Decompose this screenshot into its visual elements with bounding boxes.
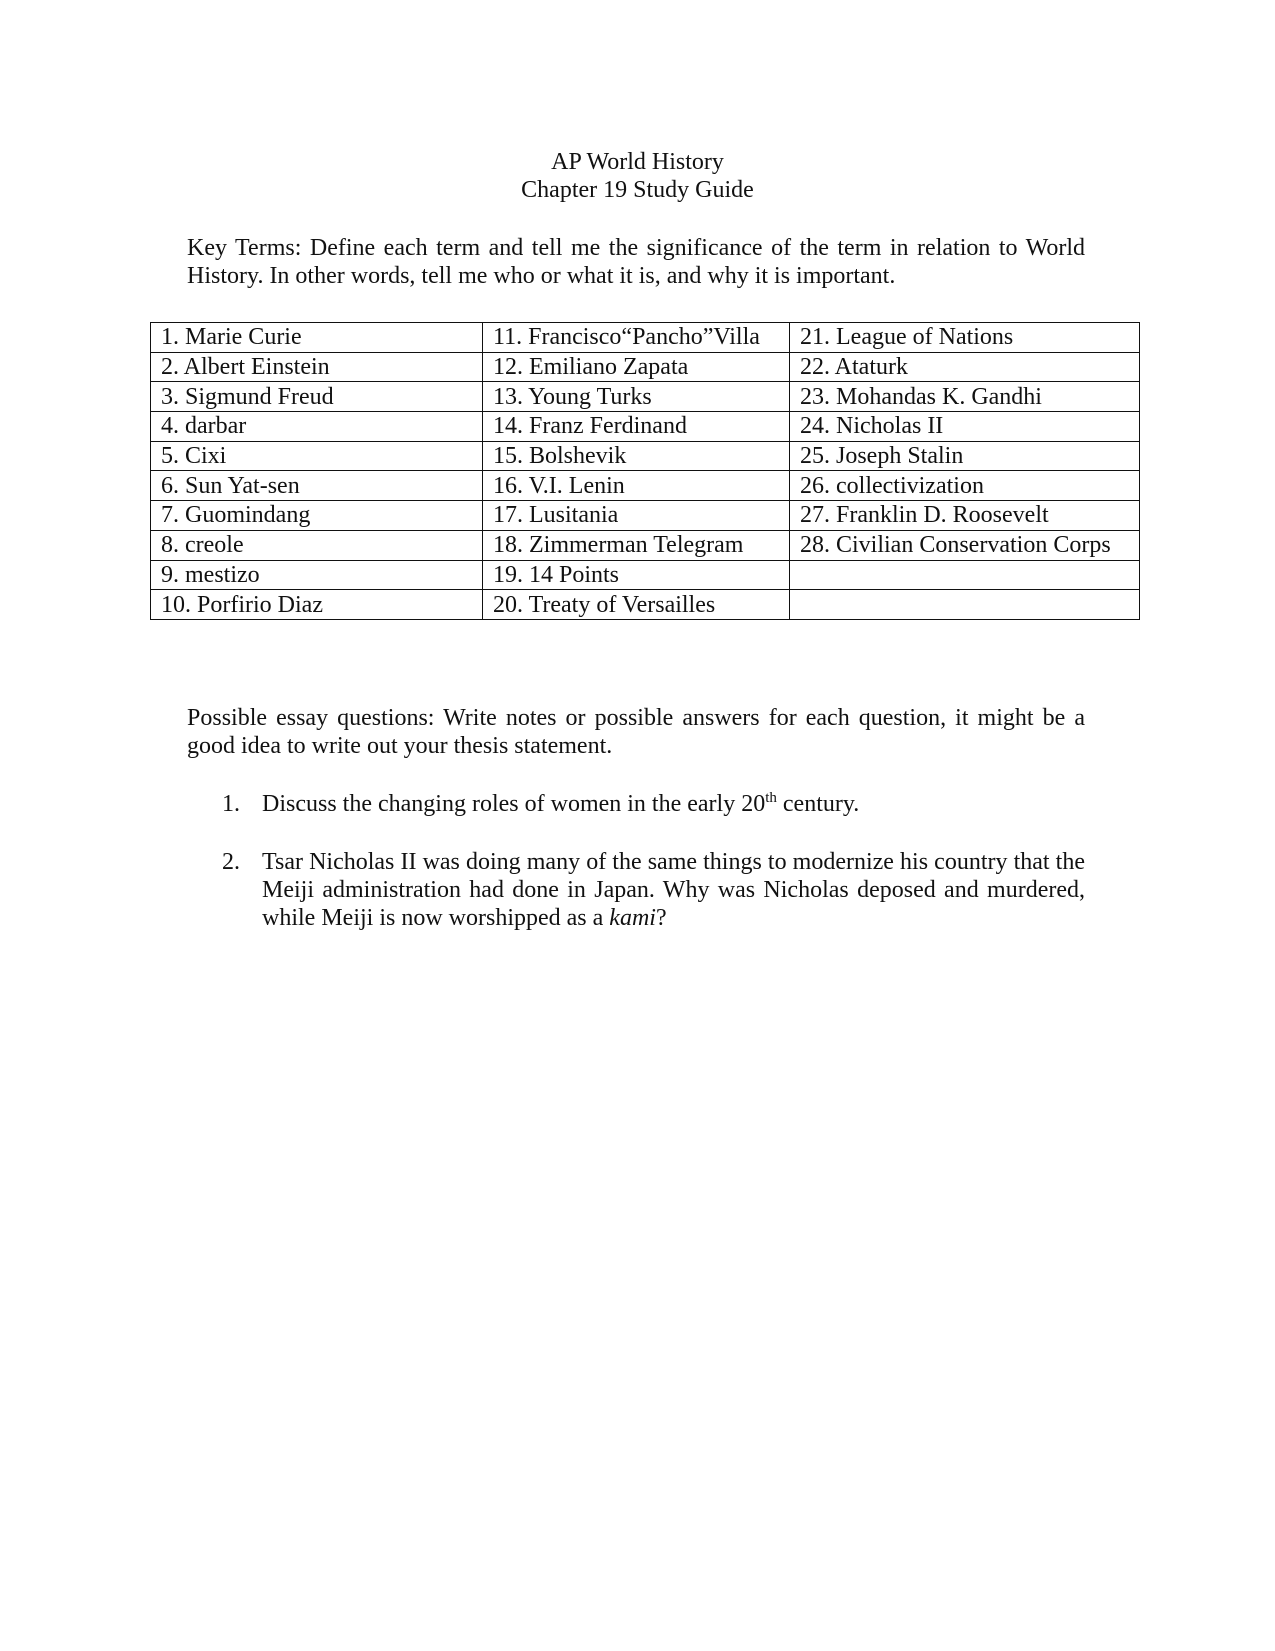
table-row [151, 441, 1140, 471]
term-cell: 15. Bolshevik [483, 441, 790, 471]
term-cell-empty [790, 560, 1140, 590]
title-block [0, 148, 1275, 204]
term-cell: 1. Marie Curie [151, 323, 483, 353]
table-row [151, 471, 1140, 501]
term-cell-empty [790, 590, 1140, 620]
term-cell: 22. Ataturk [790, 352, 1140, 382]
term-cell: 6. Sun Yat-sen [151, 471, 483, 501]
table-row [151, 560, 1140, 590]
table-row [151, 352, 1140, 382]
question-text [262, 790, 1085, 818]
question-number: 1. [222, 791, 240, 817]
table-row [151, 501, 1140, 531]
term-cell: 25. Joseph Stalin [790, 441, 1140, 471]
question-text [262, 848, 1085, 932]
term-cell: 2. Albert Einstein [151, 352, 483, 382]
essay-instructions: Possible essay questions: Write notes or possible answers for each question, it might be a good idea to write out your thesis statement. [187, 705, 1085, 759]
term-cell: 27. Franklin D. Roosevelt [790, 501, 1140, 531]
question-text-part: ? [655, 905, 667, 931]
term-cell: 21. League of Nations [790, 323, 1140, 353]
question-text-part: Discuss the changing roles of women in the early 20 [262, 791, 766, 817]
term-cell: 4. darbar [151, 412, 483, 442]
table-row [151, 530, 1140, 560]
term-cell: 8. creole [151, 530, 483, 560]
key-terms-instructions: Key Terms: Define each term and tell me the significance of the term in relation to World History. In other words, tell me who or what it is, and why it is important. [187, 235, 1085, 289]
term-cell: 18. Zimmerman Telegram [483, 530, 790, 560]
question-text-part: century. [776, 791, 860, 817]
term-cell: 11. Francisco“Pancho”Villa [483, 323, 790, 353]
table-row [151, 323, 1140, 353]
term-cell: 24. Nicholas II [790, 412, 1140, 442]
term-cell: 13. Young Turks [483, 382, 790, 412]
table-row [151, 412, 1140, 442]
table-row [151, 590, 1140, 620]
term-cell: 19. 14 Points [483, 560, 790, 590]
term-cell: 23. Mohandas K. Gandhi [790, 382, 1140, 412]
ordinal-superscript: th [765, 790, 777, 806]
table-row [151, 382, 1140, 412]
term-cell: 17. Lusitania [483, 501, 790, 531]
term-cell: 16. V.I. Lenin [483, 471, 790, 501]
question-text-part: Tsar Nicholas II was doing many of the same things to modernize his country that the Meiji administration had done in Japan. Why was Nicholas deposed and murdered, while Meiji is now worshipped as a [262, 849, 1085, 931]
key-terms-table-body [151, 323, 1140, 620]
term-cell: 10. Porfirio Diaz [151, 590, 483, 620]
italic-term: kami [609, 905, 656, 931]
course-title: AP World History [551, 149, 724, 175]
term-cell: 12. Emiliano Zapata [483, 352, 790, 382]
term-cell: 26. collectivization [790, 471, 1140, 501]
question-number: 2. [222, 849, 240, 875]
term-cell: 20. Treaty of Versailles [483, 590, 790, 620]
guide-title: Chapter 19 Study Guide [521, 177, 754, 203]
term-cell: 7. Guomindang [151, 501, 483, 531]
term-cell: 3. Sigmund Freud [151, 382, 483, 412]
term-cell: 9. mestizo [151, 560, 483, 590]
key-terms-table [150, 322, 1140, 620]
term-cell: 5. Cixi [151, 441, 483, 471]
term-cell: 28. Civilian Conservation Corps [790, 530, 1140, 560]
term-cell: 14. Franz Ferdinand [483, 412, 790, 442]
